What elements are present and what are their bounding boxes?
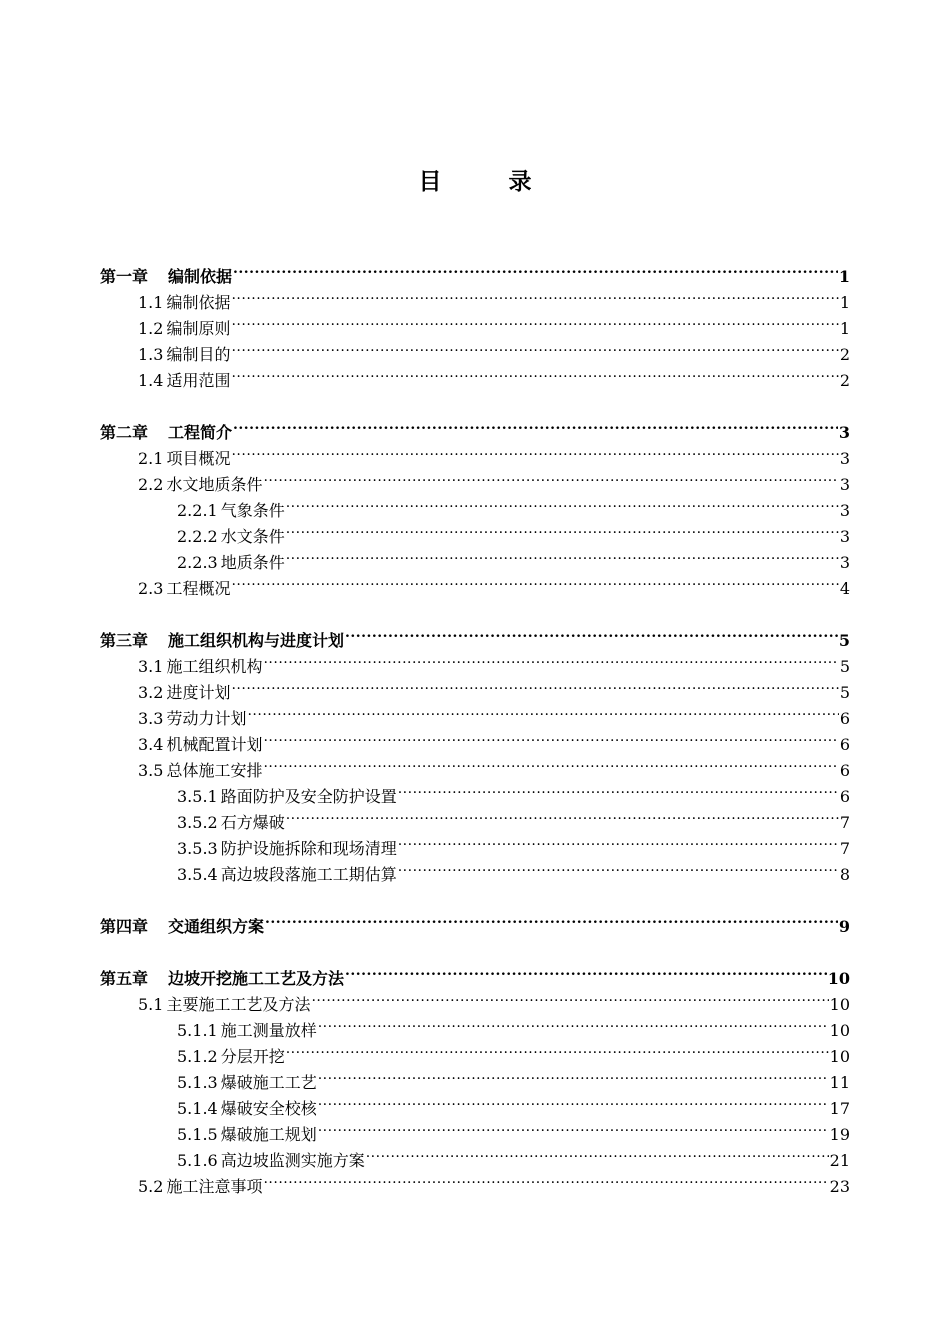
toc-entry-page-number: 10 — [829, 1021, 850, 1040]
toc-entry[interactable] — [100, 412, 850, 442]
toc-dot-leader — [265, 906, 838, 932]
toc-entry-label: 劳动力计划 — [166, 709, 247, 728]
toc-dot-leader — [231, 360, 838, 386]
toc-entry-page-number: 2 — [839, 345, 850, 364]
toc-dot-leader — [233, 256, 838, 282]
toc-entry-number: 3.5 — [138, 761, 164, 780]
toc-dot-leader — [231, 672, 838, 698]
toc-title: 目 录 — [418, 168, 554, 195]
toc-entry-label: 分层开挖 — [220, 1047, 285, 1066]
toc-entry-label: 项目概况 — [166, 449, 231, 468]
toc-dot-leader — [231, 334, 838, 360]
toc-entry-page-number: 11 — [829, 1073, 850, 1092]
toc-entry-page-number: 2 — [839, 371, 850, 390]
toc-entry-page-number: 5 — [839, 683, 850, 702]
toc-entry-page-number: 4 — [839, 579, 850, 598]
toc-entry-number: 2.3 — [138, 579, 164, 598]
toc-entry-number: 第二章 — [100, 423, 149, 442]
toc-entry-number: 5.1.1 — [177, 1021, 218, 1040]
toc-entry-number: 3.2 — [138, 683, 164, 702]
toc-entry-page-number: 5 — [838, 631, 850, 650]
toc-entry-page-number: 10 — [829, 995, 850, 1014]
toc-entry-label: 适用范围 — [166, 371, 231, 390]
toc-entry-page-number: 6 — [839, 787, 850, 806]
toc-entry-label: 总体施工安排 — [166, 761, 263, 780]
toc-entry-label: 防护设施拆除和现场清理 — [220, 839, 397, 858]
toc-dot-leader — [233, 412, 838, 438]
toc-entry-label: 爆破施工工艺 — [220, 1073, 317, 1092]
toc-dot-leader — [263, 646, 838, 672]
toc-dot-leader — [247, 698, 838, 724]
toc-entry-page-number: 3 — [839, 527, 850, 546]
toc-dot-leader — [286, 516, 839, 542]
toc-dot-leader — [311, 984, 828, 1010]
toc-entry-label: 水文地质条件 — [166, 475, 263, 494]
toc-dot-leader — [318, 1010, 829, 1036]
toc-entry-label: 工程概况 — [166, 579, 231, 598]
toc-entry-label: 施工组织机构 — [166, 657, 263, 676]
toc-entry-number: 2.2.1 — [177, 501, 218, 520]
toc-entry-label: 进度计划 — [166, 683, 231, 702]
toc-dot-leader — [318, 1088, 829, 1114]
toc-entry-label: 编制依据 — [168, 267, 233, 286]
toc-entry-label: 气象条件 — [220, 501, 285, 520]
toc-entry-page-number: 19 — [829, 1125, 850, 1144]
toc-entry-number: 5.1.3 — [177, 1073, 218, 1092]
toc-entry-page-number: 7 — [839, 839, 850, 858]
toc-dot-leader — [231, 568, 838, 594]
toc-entry-label: 交通组织方案 — [168, 917, 265, 936]
toc-entry-page-number: 10 — [829, 1047, 850, 1066]
toc-entry[interactable] — [100, 906, 850, 936]
toc-entry-number: 2.2 — [138, 475, 164, 494]
toc-entry-label: 边坡开挖施工工艺及方法 — [168, 969, 345, 988]
toc-entry-number: 3.5.4 — [177, 865, 218, 884]
toc-entry[interactable] — [100, 256, 850, 286]
toc-dot-leader — [231, 438, 838, 464]
toc-entry-label: 爆破安全校核 — [220, 1099, 317, 1118]
toc-entry[interactable] — [100, 620, 850, 650]
toc-entry-page-number: 6 — [839, 761, 850, 780]
toc-entry-number: 3.5.2 — [177, 813, 218, 832]
toc-entry-number: 5.1.4 — [177, 1099, 218, 1118]
toc-dot-leader — [286, 542, 839, 568]
toc-dot-leader — [345, 958, 827, 984]
toc-entry-page-number: 6 — [839, 735, 850, 754]
toc-entry-page-number: 7 — [839, 813, 850, 832]
toc-entry-page-number: 17 — [829, 1099, 850, 1118]
toc-entry-number: 2.1 — [138, 449, 164, 468]
toc-dot-leader — [345, 620, 838, 646]
toc-entry-label: 水文条件 — [220, 527, 285, 546]
toc-dot-leader — [318, 1114, 829, 1140]
toc-entry-page-number: 3 — [838, 423, 850, 442]
toc-entry-label: 编制原则 — [166, 319, 231, 338]
toc-entry-label: 爆破施工规划 — [220, 1125, 317, 1144]
toc-dot-leader — [286, 490, 839, 516]
toc-entry-page-number: 3 — [839, 553, 850, 572]
toc-entry-number: 2.2.3 — [177, 553, 218, 572]
toc-entry-page-number: 1 — [839, 319, 850, 338]
toc-entry[interactable] — [100, 958, 850, 988]
toc-entry-page-number: 6 — [839, 709, 850, 728]
toc-entry-page-number: 3 — [839, 501, 850, 520]
table-of-contents — [100, 256, 850, 1196]
toc-entry-label: 编制依据 — [166, 293, 231, 312]
toc-entry-label: 主要施工工艺及方法 — [166, 995, 311, 1014]
toc-entry-number: 3.4 — [138, 735, 164, 754]
toc-entry-number: 1.2 — [138, 319, 164, 338]
toc-entry-label: 施工注意事项 — [166, 1177, 263, 1196]
toc-dot-leader — [231, 308, 838, 334]
toc-entry-page-number: 23 — [829, 1177, 850, 1196]
toc-entry-label: 石方爆破 — [220, 813, 285, 832]
toc-entry-page-number: 10 — [827, 969, 850, 988]
toc-entry-number: 5.1 — [138, 995, 164, 1014]
toc-entry-page-number: 5 — [839, 657, 850, 676]
toc-entry-number: 3.5.3 — [177, 839, 218, 858]
toc-entry-number: 3.1 — [138, 657, 164, 676]
toc-entry-number: 5.1.2 — [177, 1047, 218, 1066]
toc-entry-number: 1.4 — [138, 371, 164, 390]
toc-dot-leader — [286, 802, 839, 828]
toc-dot-leader — [286, 1036, 829, 1062]
toc-entry-number: 5.1.5 — [177, 1125, 218, 1144]
toc-dot-leader — [398, 776, 839, 802]
toc-entry-number: 5.1.6 — [177, 1151, 218, 1170]
toc-entry-number: 3.3 — [138, 709, 164, 728]
toc-entry-page-number: 8 — [839, 865, 850, 884]
toc-entry-number: 2.2.2 — [177, 527, 218, 546]
toc-entry-label: 地质条件 — [220, 553, 285, 572]
toc-dot-leader — [263, 750, 838, 776]
toc-entry-page-number: 1 — [838, 267, 850, 286]
toc-entry-page-number: 21 — [829, 1151, 850, 1170]
toc-entry-label: 高边坡监测实施方案 — [220, 1151, 365, 1170]
toc-entry-label: 工程简介 — [168, 423, 233, 442]
toc-entry-number: 第五章 — [100, 969, 149, 988]
toc-dot-leader — [318, 1062, 829, 1088]
toc-entry-label: 机械配置计划 — [166, 735, 263, 754]
toc-dot-leader — [231, 282, 838, 308]
toc-entry-page-number: 1 — [839, 293, 850, 312]
toc-entry-number: 3.5.1 — [177, 787, 218, 806]
toc-entry-label: 路面防护及安全防护设置 — [220, 787, 397, 806]
toc-entry-number: 第三章 — [100, 631, 149, 650]
toc-entry-page-number: 3 — [839, 475, 850, 494]
toc-entry-label: 高边坡段落施工工期估算 — [220, 865, 397, 884]
toc-entry-page-number: 9 — [838, 917, 850, 936]
toc-dot-leader — [366, 1140, 829, 1166]
toc-entry-number: 第一章 — [100, 267, 149, 286]
toc-entry-number: 1.3 — [138, 345, 164, 364]
toc-entry-label: 编制目的 — [166, 345, 231, 364]
toc-entry-number: 5.2 — [138, 1177, 164, 1196]
toc-entry-page-number: 3 — [839, 449, 850, 468]
toc-dot-leader — [398, 854, 839, 880]
toc-dot-leader — [263, 464, 838, 490]
toc-entry-number: 1.1 — [138, 293, 164, 312]
toc-dot-leader — [263, 724, 838, 750]
toc-entry-label: 施工测量放样 — [220, 1021, 317, 1040]
toc-entry-number: 第四章 — [100, 917, 149, 936]
toc-entry-label: 施工组织机构与进度计划 — [168, 631, 345, 650]
toc-dot-leader — [398, 828, 839, 854]
toc-dot-leader — [263, 1166, 828, 1192]
